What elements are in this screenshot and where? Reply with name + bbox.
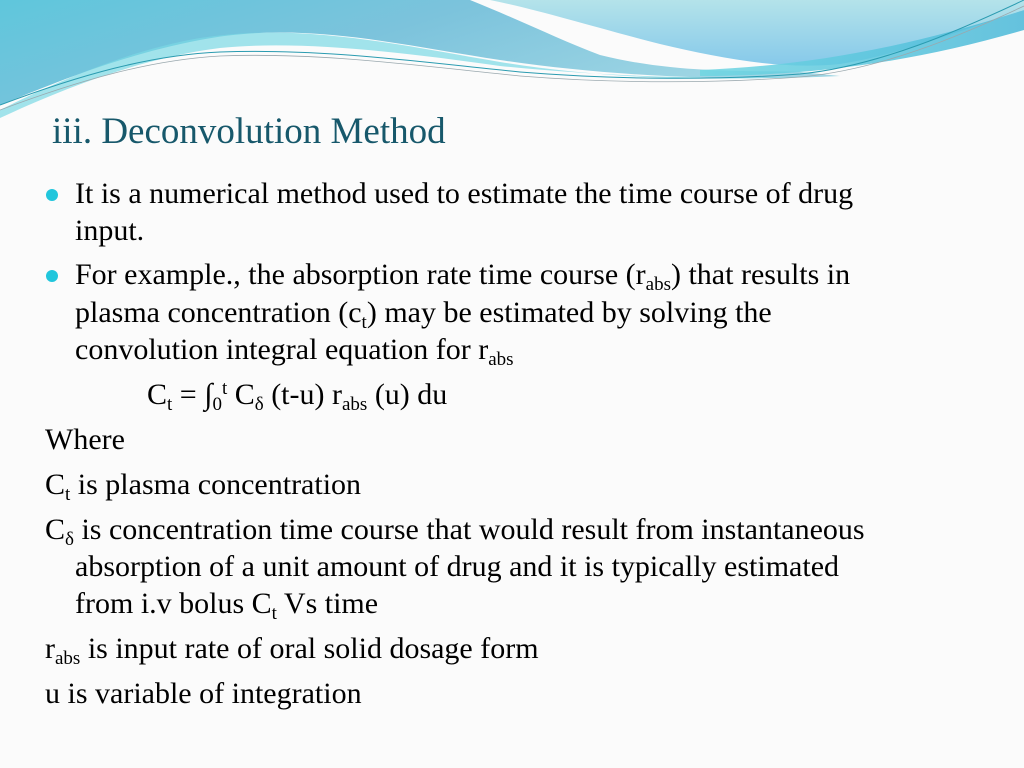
definition-rabs <box>45 631 539 667</box>
def-symbol-sub: t <box>65 484 71 505</box>
eq-tail: (u) du <box>367 378 448 411</box>
subscript: t <box>271 603 277 624</box>
text-segment: from i.v bolus C <box>75 587 272 620</box>
eq-kernel-sub: δ <box>254 394 264 415</box>
bullet-2-line-3 <box>75 332 514 368</box>
eq-kernel: C <box>227 378 255 411</box>
definition-cdelta <box>45 512 865 548</box>
def-text: is concentration time course that would result from instantaneous <box>73 513 865 546</box>
text-segment: For example., the absorption rate time course (r <box>75 258 646 291</box>
def-symbol-sub: δ <box>65 529 74 550</box>
bullet-dot-icon <box>46 189 58 201</box>
def-text: is plasma concentration <box>70 468 362 501</box>
def-symbol: C <box>45 468 66 501</box>
subscript: t <box>361 312 367 333</box>
eq-integral: = ∫ <box>172 378 213 411</box>
eq-rate-sub: abs <box>341 394 368 415</box>
where-label: Where <box>45 423 125 456</box>
bullet-1-line-2: input. <box>75 214 145 247</box>
def-symbol-sub: abs <box>55 648 81 669</box>
definition-cdelta-cont-2 <box>75 586 378 622</box>
definition-ct <box>45 467 361 503</box>
def-symbol: r <box>45 632 55 665</box>
slide-title: iii. Deconvolution Method <box>52 111 446 152</box>
header-wave-decoration <box>0 0 1024 120</box>
definition-u: u is variable of integration <box>45 677 362 710</box>
eq-args: (t-u) r <box>263 378 342 411</box>
bullet-dot-icon <box>46 270 58 282</box>
text-segment: ) that results in <box>670 258 851 291</box>
subscript: abs <box>488 349 514 370</box>
bullet-2-line-1 <box>75 257 850 293</box>
bullet-1-line-1: It is a numerical method used to estimate the time course of drug <box>75 177 854 210</box>
text-segment: plasma concentration (c <box>75 296 362 329</box>
eq-int-upper: t <box>221 378 228 399</box>
text-segment: Vs time <box>276 587 379 620</box>
subscript: abs <box>645 274 671 295</box>
eq-int-lower: 0 <box>212 394 222 415</box>
convolution-equation <box>147 377 447 413</box>
text-segment: convolution integral equation for r <box>75 333 489 366</box>
bullet-2-line-2 <box>75 295 772 331</box>
eq-lhs: C <box>147 378 168 411</box>
def-symbol: C <box>45 513 66 546</box>
def-text: is input rate of oral solid dosage form <box>80 632 539 665</box>
text-segment: ) may be estimated by solving the <box>366 296 772 329</box>
eq-lhs-sub: t <box>167 394 173 415</box>
definition-cdelta-cont-1: absorption of a unit amount of drug and it is typically estimated <box>75 550 840 583</box>
